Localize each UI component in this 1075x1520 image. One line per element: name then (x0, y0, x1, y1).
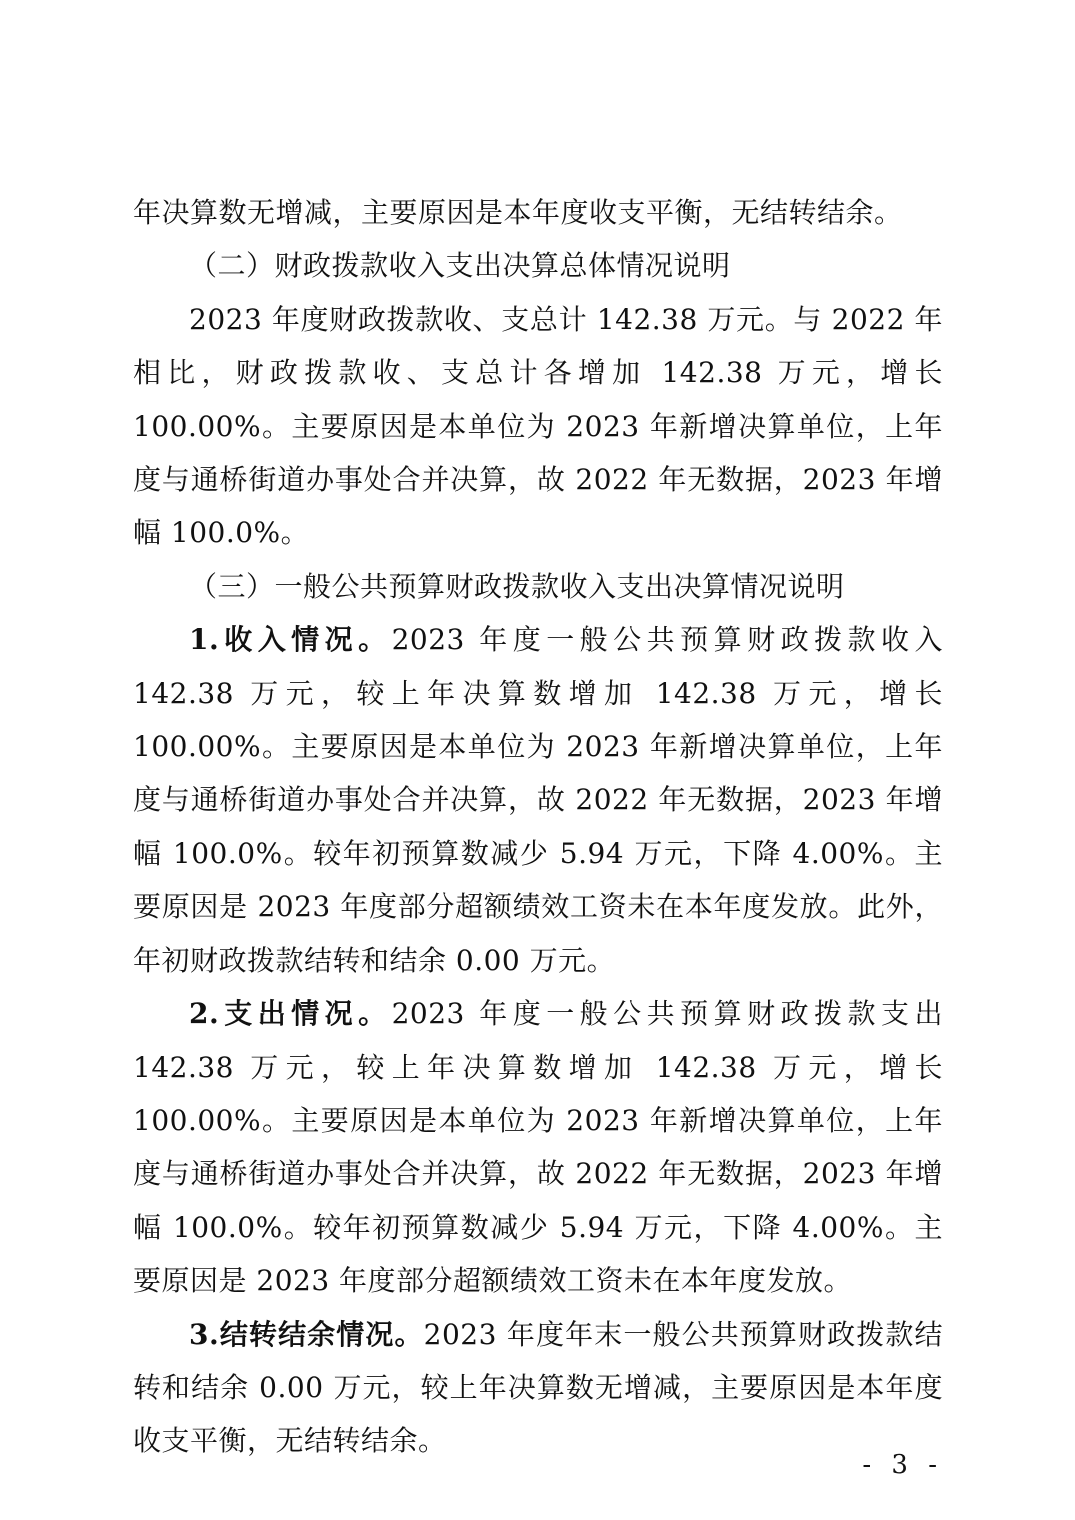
expenditure-paragraph (133, 987, 943, 1307)
balance-text: 2023 年度年末一般公共预算财政拨款结转和结余 0.00 万元，较上年决算数无增减，主要原因是本年度收支平衡，无结转结余。 (133, 1317, 943, 1458)
expenditure-text: 2023 年度一般公共预算财政拨款支出 142.38 万元，较上年决算数增加 142.38 万元，增长 100.00%。主要原因是本单位为 2023 年新增决算单位，上年度与通桥街道办事处合并决算，故 2022 年无数据，2023 年增幅 100.0%。较年初预算数减少 5.94 万元，下降 4.00%。主要原因是 2023 年度部分超额绩效工资未在本年度发放。 (133, 997, 943, 1298)
section-heading-3: （三）一般公共预算财政拨款收入支出决算情况说明 (189, 569, 845, 603)
expenditure-label: 2.支出情况。 (189, 997, 392, 1031)
page-number: - 3 - (862, 1450, 943, 1480)
income-label: 1.收入情况。 (189, 623, 392, 657)
document-body (133, 186, 943, 1468)
continuation-paragraph: 年决算数无增减，主要原因是本年度收支平衡，无结转结余。 (133, 196, 903, 229)
section-2-paragraph: 2023 年度财政拨款收、支总计 142.38 万元。与 2022 年相比，财政拨款收、支总计各增加 142.38 万元，增长 100.00%。主要原因是本单位为 2023 年新增决算单位，上年度与通桥街道办事处合并决算，故 2022 年无数据，2023 年增幅 100.0%。 (133, 302, 943, 550)
section-heading-2: （二）财政拨款收入支出决算总体情况说明 (189, 249, 731, 283)
income-paragraph (133, 613, 943, 987)
balance-label: 3.结转结余情况。 (189, 1317, 424, 1351)
income-text: 2023 年度一般公共预算财政拨款收入 142.38 万元，较上年决算数增加 142.38 万元，增长 100.00%。主要原因是本单位为 2023 年新增决算单位，上年度与通桥街道办事处合并决算，故 2022 年无数据，2023 年增幅 100.0%。较年初预算数减少 5.94 万元，下降 4.00%。主要原因是 2023 年度部分超额绩效工资未在本年度发放。此外，年初财政拨款结转和结余 0.00 万元。 (133, 623, 943, 977)
balance-paragraph (133, 1308, 943, 1468)
